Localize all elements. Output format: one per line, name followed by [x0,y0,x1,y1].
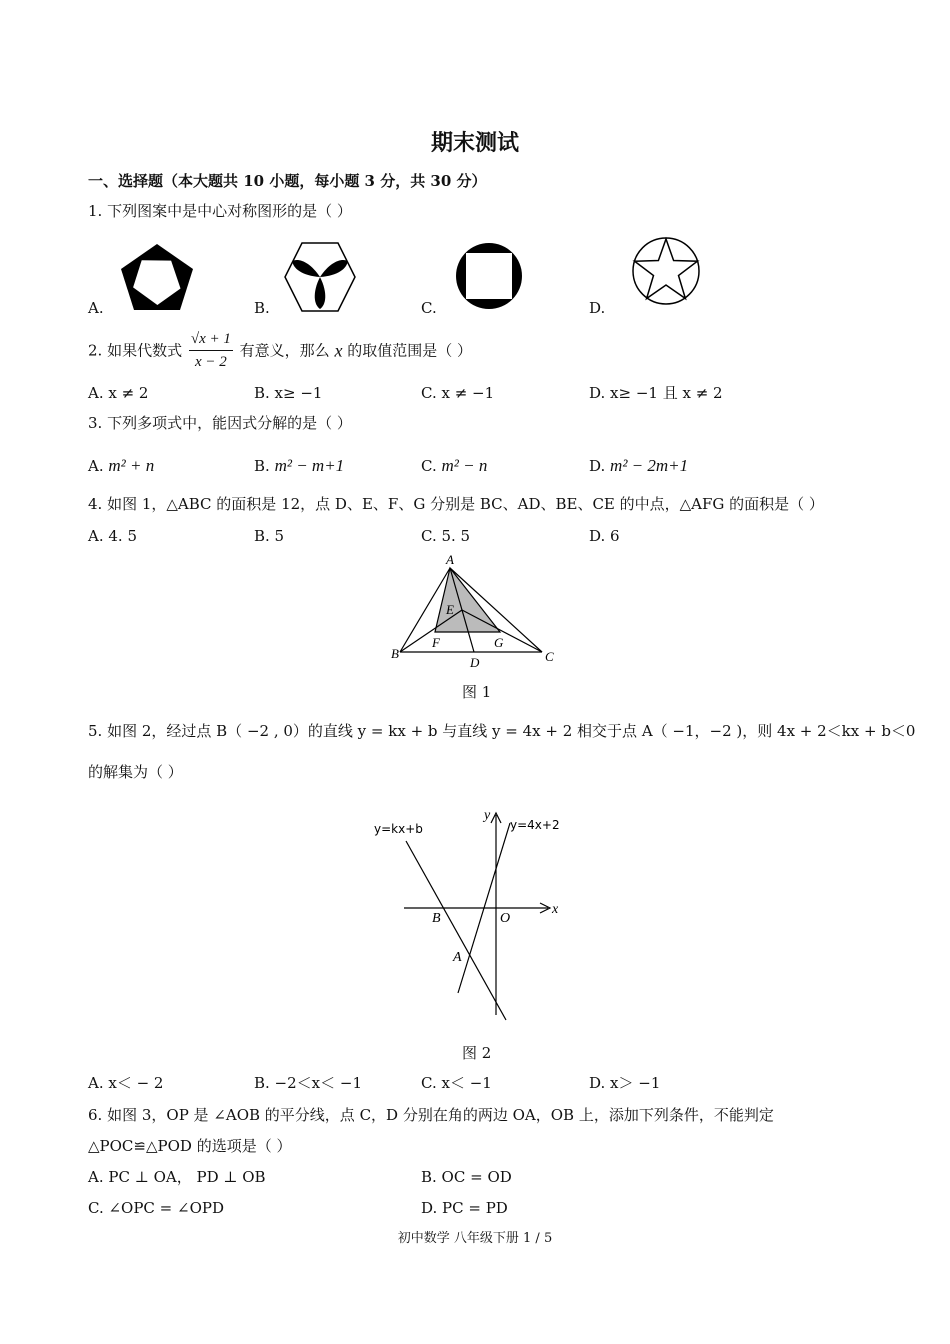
page-title: 期末测试 [430,130,519,156]
fig2-x-axis-label: x [552,902,559,917]
q2-numerator: √x + 1 [189,328,233,351]
q2-option-d: D. x≥ −1 且 x ≠ 2 [589,384,723,402]
q6-option-a: A. PC ⊥ OA， PD ⊥ OB [88,1168,266,1186]
q5-option-b: B. −2＜x＜ −1 [254,1074,363,1092]
q1-option-c: C. [421,299,437,317]
fig2-line1-label: y=kx+b [374,822,423,836]
page-footer: 初中数学 八年级下册 1 / 5 [397,1231,553,1246]
fig1-label-f: F [432,635,440,650]
q3-option-a [88,456,154,476]
q6-option-b: B. OC = OD [421,1168,512,1186]
q3-option-a-expr: m² + n [108,456,155,475]
q3-option-d [589,456,688,476]
fig2-y-axis-label: y [484,808,491,823]
q2-stem-post: 有意义，那么 [239,341,330,360]
q1-option-a: A. [88,299,104,317]
q3-option-c-label: C. [421,457,437,475]
circle-square-figure [454,241,524,311]
figure-1-triangle [390,550,560,670]
circle-star-figure [631,236,701,306]
q6-option-c: C. ∠OPC = ∠OPD [88,1199,225,1217]
q3-option-d-label: D. [589,457,606,475]
hexagon-trefoil-figure [284,241,356,313]
q2-option-b: B. x≥ −1 [254,384,323,402]
pentagon-figure [120,242,198,314]
fig2-line2-label: y=4x+2 [510,818,560,832]
figure-2-caption: 图 2 [462,1044,492,1062]
q2-option-a: A. x ≠ 2 [88,384,149,402]
fig1-label-e: E [446,602,454,617]
question-4-stem: 4. 如图 1，△ABC 的面积是 12，点 D、E、F、G 分别是 BC、AD、BE、CE 的中点，△AFG 的面积是（ ） [88,495,824,513]
question-3-stem: 3. 下列多项式中，能因式分解的是（ ） [88,414,352,432]
q2-variable: x [334,340,343,361]
q5-option-c: C. x＜ −1 [421,1074,492,1092]
q3-option-b-label: B. [254,457,270,475]
q3-option-d-expr: m² − 2m+1 [610,456,689,475]
section-heading: 一、选择题（本大题共 10 小题，每小题 3 分，共 30 分） [88,172,487,190]
q3-option-c-expr: m² − n [441,456,488,475]
fig1-label-g: G [494,635,504,650]
question-5-stem-line1: 5. 如图 2，经过点 B（ −2 , 0）的直线 y = kx + b 与直线 y = 4x + 2 相交于点 A（ −1，−2 )，则 4x + 2＜kx + b＜0 [88,722,916,740]
q4-option-b: B. 5 [254,527,285,545]
figure-1-caption: 图 1 [462,683,492,701]
q2-stem-pre: 2. 如果代数式 [88,341,183,360]
fig2-point-b-label: B [432,911,441,926]
q3-option-b-expr: m² − m+1 [274,456,345,475]
question-6-stem-line1: 6. 如图 3，OP 是 ∠AOB 的平分线，点 C，D 分别在角的两边 OA，OB 上，添加下列条件，不能判定 [88,1106,774,1124]
question-2-stem [88,328,472,373]
q4-option-a: A. 4. 5 [88,527,137,545]
question-1-stem: 1. 下列图案中是中心对称图形的是（ ） [88,202,352,220]
q4-option-c: C. 5. 5 [421,527,471,545]
q2-stem-end: 的取值范围是（ ） [347,341,473,360]
q4-option-d: D. 6 [589,527,620,545]
q5-option-d: D. x＞ −1 [589,1074,661,1092]
fig2-origin-label: O [500,911,511,926]
q2-option-c: C. x ≠ −1 [421,384,495,402]
q3-option-b [254,456,344,476]
question-5-stem-line2: 的解集为（ ） [88,763,183,781]
fig1-label-c: C [545,649,554,664]
question-6-stem-line2: △POC≌△POD 的选项是（ ） [88,1137,292,1155]
q2-denominator: x − 2 [194,354,227,370]
figure-2-graph [370,805,570,1030]
q5-option-a: A. x＜ − 2 [88,1074,164,1092]
q3-option-a-label: A. [88,457,104,475]
q1-option-d: D. [589,299,606,317]
fig1-label-a: A [446,552,454,567]
q3-option-c [421,456,487,476]
fig1-label-b: B [391,646,399,661]
q6-option-d: D. PC = PD [421,1199,508,1217]
fig2-point-a-label: A [453,950,462,965]
q1-option-b: B. [254,299,270,317]
fig1-label-d: D [470,655,480,670]
q2-fraction [189,328,233,373]
